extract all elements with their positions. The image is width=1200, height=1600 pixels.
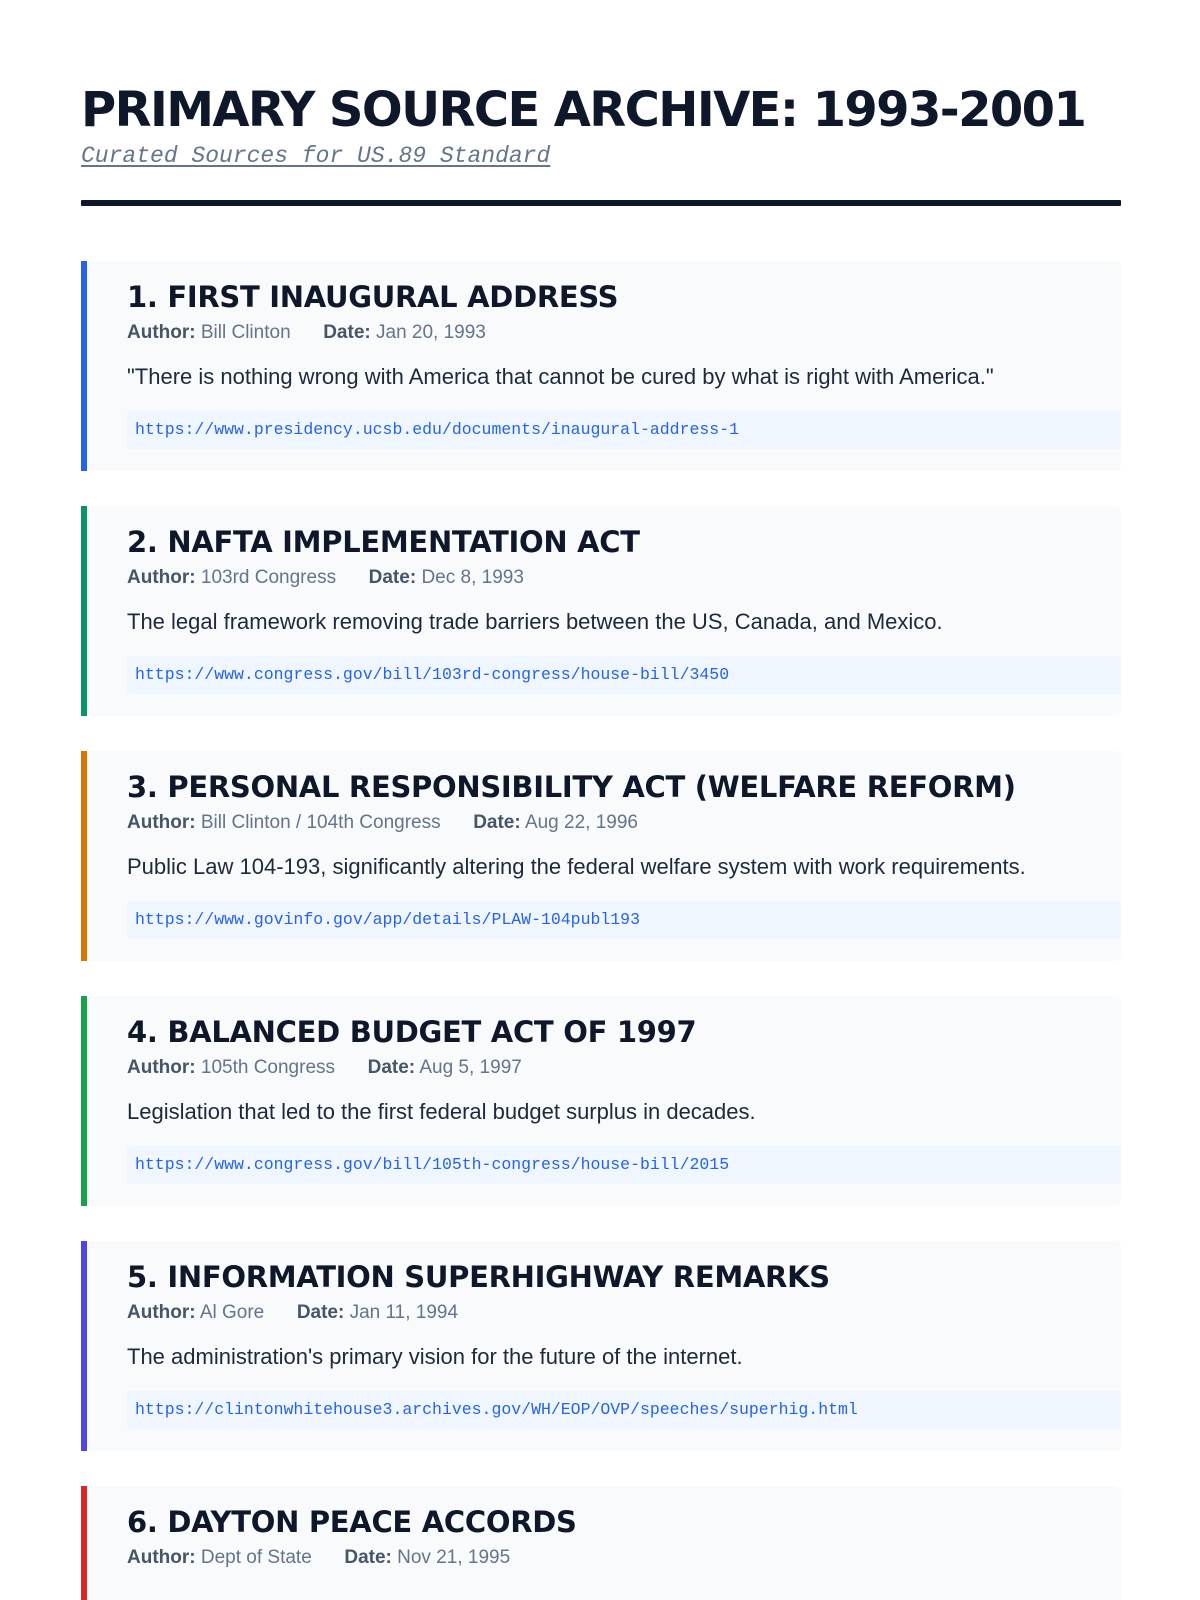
source-card-5 [81, 1241, 1121, 1451]
author-label: Author: [127, 812, 196, 833]
header-divider [81, 200, 1121, 206]
source-description: Legislation that led to the first federal budget surplus in decades. [127, 1099, 756, 1124]
source-title: 4. BALANCED BUDGET ACT OF 1997 [127, 1015, 697, 1049]
source-author: Bill Clinton / 104th Congress [200, 812, 441, 833]
date-label: Date: [368, 567, 417, 588]
author-label: Author: [127, 1547, 196, 1568]
source-description: Public Law 104-193, significantly altering the federal welfare system with work requirements. [127, 854, 1026, 879]
source-title: 1. FIRST INAUGURAL ADDRESS [127, 280, 619, 314]
source-date: Dec 8, 1993 [421, 567, 524, 588]
source-title: 5. INFORMATION SUPERHIGHWAY REMARKS [127, 1260, 830, 1294]
source-author: Al Gore [199, 1302, 265, 1323]
page-subtitle: Curated Sources for US.89 Standard [81, 143, 551, 169]
author-label: Author: [127, 1302, 196, 1323]
source-meta [127, 566, 1121, 590]
source-card-4 [81, 996, 1121, 1206]
author-label: Author: [127, 1057, 196, 1078]
source-card-2 [81, 506, 1121, 716]
source-date: Jan 11, 1994 [349, 1302, 459, 1323]
source-date: Jan 20, 1993 [376, 322, 486, 343]
source-description: The legal framework removing trade barriers between the US, Canada, and Mexico. [127, 609, 943, 634]
source-meta [127, 1056, 1121, 1080]
source-meta [127, 1546, 1121, 1570]
source-card-3 [81, 751, 1121, 961]
source-link[interactable]: https://www.congress.gov/bill/105th-congress/house-bill/2015 [127, 1146, 1121, 1184]
source-link[interactable]: https://www.govinfo.gov/app/details/PLAW-104publ193 [127, 901, 1121, 939]
page-title: PRIMARY SOURCE ARCHIVE: 1993-2001 [81, 82, 1086, 138]
source-title: 6. DAYTON PEACE ACCORDS [127, 1505, 577, 1539]
source-date: Nov 21, 1995 [397, 1547, 511, 1568]
source-list [81, 261, 1121, 1600]
source-meta [127, 1301, 1121, 1325]
source-author: Dept of State [200, 1547, 312, 1568]
date-label: Date: [344, 1547, 392, 1568]
source-card-6 [81, 1486, 1121, 1600]
author-label: Author: [127, 322, 196, 343]
source-description: The administration's primary vision for the future of the internet. [127, 1344, 743, 1369]
author-label: Author: [127, 567, 196, 588]
source-description: "There is nothing wrong with America that cannot be cured by what is right with America." [127, 364, 994, 389]
page-header [81, 0, 1121, 206]
date-label: Date: [296, 1302, 345, 1323]
archive-page [81, 0, 1121, 1568]
source-title: 3. PERSONAL RESPONSIBILITY ACT (WELFARE REFORM) [127, 770, 1016, 804]
source-link[interactable]: https://clintonwhitehouse3.archives.gov/WH/EOP/OVP/speeches/superhig.html [127, 1391, 1121, 1429]
source-meta [127, 321, 1121, 345]
source-author: 103rd Congress [200, 567, 337, 588]
source-card-1 [81, 261, 1121, 471]
source-date: Aug 22, 1996 [524, 812, 638, 833]
source-meta [127, 811, 1121, 835]
source-title: 2. NAFTA IMPLEMENTATION ACT [127, 525, 640, 559]
source-date: Aug 5, 1997 [419, 1057, 522, 1078]
source-link[interactable]: https://www.congress.gov/bill/103rd-congress/house-bill/3450 [127, 656, 1121, 694]
date-label: Date: [367, 1057, 416, 1078]
source-link[interactable]: https://www.presidency.ucsb.edu/documents/inaugural-address-1 [127, 411, 1121, 449]
source-author: 105th Congress [200, 1057, 336, 1078]
date-label: Date: [473, 812, 521, 833]
source-author: Bill Clinton [200, 322, 291, 343]
date-label: Date: [323, 322, 371, 343]
